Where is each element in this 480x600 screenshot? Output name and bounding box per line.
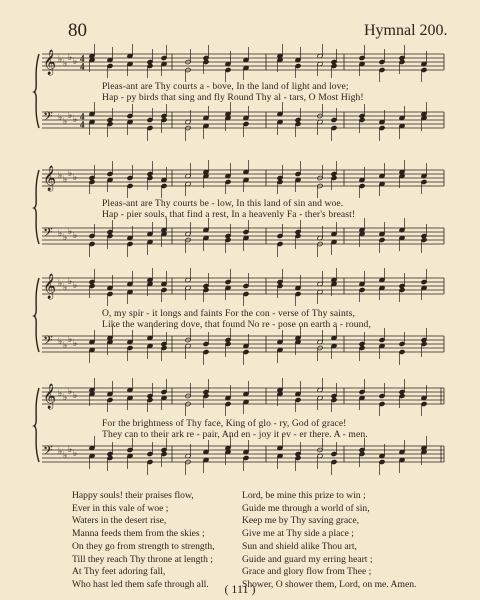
verse-line: Lord, be mine this prize to win ; — [242, 490, 366, 501]
flat-icon: ♭ — [68, 387, 73, 397]
flat-icon: ♭ — [73, 115, 78, 125]
verse-line: Give me at Thy side a place ; — [242, 528, 354, 540]
verse-line: Shower, O shower them, Lord, on me. Amen. — [242, 578, 417, 590]
time-signature-bottom: 4 — [80, 119, 85, 130]
verse-line: Waters in the desert rise, — [72, 515, 167, 527]
bass-clef-icon: 𝄢 — [43, 333, 53, 351]
staff-brace — [34, 54, 39, 128]
verse-line: On they go from strength to strength, — [72, 540, 215, 552]
verse-line: Sun and shield alike Thou art, — [242, 540, 357, 552]
lyric-line: O, my spir - it longs and faints For the con - verse of Thy saints, — [102, 308, 355, 319]
flat-icon: ♭ — [68, 169, 73, 179]
verse-line: Guide and guard my erring heart ; — [242, 553, 373, 565]
flat-icon: ♭ — [63, 393, 68, 403]
verse-line: Ever in this vale of woe ; — [72, 502, 169, 514]
time-signature-bottom: 4 — [80, 61, 85, 72]
bass-clef-icon: 𝄢 — [43, 225, 53, 243]
flat-icon: ♭ — [68, 53, 73, 63]
staff-brace — [34, 170, 39, 244]
treble-clef-icon: 𝄞 — [43, 166, 57, 191]
lyric-line: Hap - py birds that sing and fly Round Thy al - tars, O Most High! — [102, 92, 364, 103]
flat-icon: ♭ — [63, 175, 68, 185]
flat-icon: ♭ — [63, 233, 68, 243]
flat-icon: ♭ — [73, 173, 78, 183]
staff-brace — [34, 278, 39, 352]
flat-icon: ♭ — [63, 59, 68, 69]
treble-clef-icon: 𝄞 — [43, 384, 57, 409]
flat-icon: ♭ — [68, 445, 73, 455]
time-signature-top: 4 — [80, 111, 85, 122]
flat-icon: ♭ — [68, 227, 73, 237]
flat-icon: ♭ — [58, 389, 63, 399]
flat-icon: ♭ — [58, 55, 63, 65]
verse-line: Guide me through a world of sin, — [242, 502, 370, 514]
flat-icon: ♭ — [58, 279, 63, 289]
lyric-line: Pleas-ant are Thy courts be - low, In this land of sin and woe. — [102, 198, 344, 209]
flat-icon: ♭ — [63, 283, 68, 293]
music-system-4 — [30, 378, 450, 490]
flat-icon: ♭ — [58, 171, 63, 181]
flat-icon: ♭ — [63, 341, 68, 351]
verse-line: Grace and glory flow from Thee ; — [242, 566, 372, 578]
flat-icon: ♭ — [58, 229, 63, 239]
page-number: 80 — [68, 20, 87, 41]
staff-brace — [34, 388, 39, 462]
verse-line: Keep me by Thy saving grace, — [242, 515, 360, 527]
verse-line: Who hast led them safe through all. — [72, 578, 209, 590]
page-footer: ( 111 ) — [224, 582, 256, 596]
bass-clef-icon: 𝄢 — [43, 109, 53, 127]
verse-block-left — [72, 490, 215, 592]
lyric-line: Like the wandering dove, that found No re - pose on earth a - round, — [102, 319, 371, 330]
verse-line: Manna feeds them from the skies ; — [72, 528, 205, 540]
verse-line: Till they reach Thy throne at length ; — [72, 553, 213, 565]
lyric-line: Hap - pier souls, that find a rest, In a heavenly Fa - ther's breast! — [102, 209, 356, 220]
flat-icon: ♭ — [58, 113, 63, 123]
flat-icon: ♭ — [73, 339, 78, 349]
bass-clef-icon: 𝄢 — [43, 443, 53, 461]
flat-icon: ♭ — [58, 447, 63, 457]
flat-icon: ♭ — [73, 449, 78, 459]
music-system-2 — [30, 160, 450, 272]
flat-icon: ♭ — [63, 451, 68, 461]
flat-icon: ♭ — [73, 231, 78, 241]
flat-icon: ♭ — [68, 277, 73, 287]
lyric-line: Pleas-ant are Thy courts a - bove, In the land of light and love; — [102, 81, 349, 92]
lyric-line: For the brightness of Thy face, King of glo - ry, God of grace! — [102, 418, 347, 429]
hymn-title: Hymnal 200. — [364, 22, 448, 39]
music-system-3 — [30, 268, 450, 380]
lyric-line: They can to their ark re - pair, And en - joy it ev - er there. A - men. — [102, 429, 368, 440]
music-system-1 — [30, 44, 450, 156]
flat-icon: ♭ — [73, 57, 78, 67]
verse-line: Happy souls! their praises flow, — [72, 490, 194, 501]
treble-clef-icon: 𝄞 — [43, 50, 57, 75]
flat-icon: ♭ — [68, 335, 73, 345]
time-signature-top: 4 — [80, 53, 85, 64]
flat-icon: ♭ — [68, 111, 73, 121]
flat-icon: ♭ — [58, 337, 63, 347]
verse-block-right — [242, 490, 416, 592]
flat-icon: ♭ — [63, 117, 68, 127]
treble-clef-icon: 𝄞 — [43, 274, 57, 299]
verse-line: At Thy feet adoring fall, — [72, 566, 166, 578]
flat-icon: ♭ — [73, 391, 78, 401]
flat-icon: ♭ — [73, 281, 78, 291]
